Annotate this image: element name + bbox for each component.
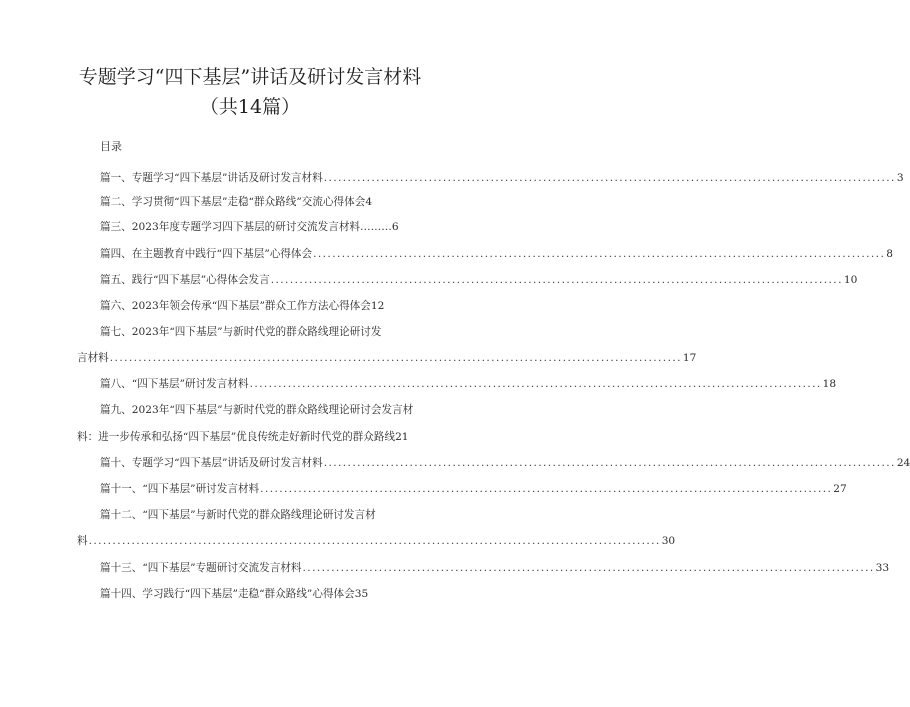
toc-entry (100, 508, 407, 522)
toc-entry-page: 12 (370, 300, 385, 312)
toc-entry (100, 377, 837, 391)
toc-dot-leader: ........................................................................................................................ (249, 378, 822, 390)
toc-heading: 目录 (100, 140, 122, 153)
toc-entry-title: 篇十、专题学习“四下基层”讲话及研讨发言材料 (100, 457, 323, 469)
toc-entry-page: 8 (886, 248, 893, 260)
toc-entry-page: 30 (661, 535, 676, 547)
toc-entry-page: 6 (391, 221, 399, 233)
toc-dot-leader: ........................................................................................................................ (109, 352, 682, 364)
toc-entry (100, 456, 910, 470)
toc-entry-page: 27 (833, 483, 847, 495)
toc-entry (100, 325, 405, 339)
toc-entry-page: 18 (822, 378, 837, 390)
document-subtitle: （共14篇） (199, 96, 301, 118)
toc-entry-page: 24 (896, 457, 910, 469)
toc-entry-title: 篇二、学习贯彻“四下基层”走稳“群众路线”交流心得体会 (100, 196, 366, 208)
toc-entry-title: 料 (77, 535, 88, 547)
toc-entry-title: 篇七、2023年“四下基层”与新时代党的群众路线理论研讨发 (100, 326, 382, 338)
toc-dot-leader: ........................................................................................................................ (260, 483, 833, 495)
toc-entry-title: 篇六、2023年领会传承“四下基层”群众工作方法心得体会 (100, 300, 371, 312)
toc-entry-title: 篇十一、“四下基层”研讨发言材料 (100, 483, 260, 495)
toc-entry-title: 篇十三、“四下基层”专题研讨交流发言材料 (100, 562, 302, 574)
toc-entry-page: 17 (682, 352, 697, 364)
toc-entry (100, 220, 400, 234)
toc-entry-title: 料：进一步传承和弘扬“四下基层”优良传统走好新时代党的群众路线 (77, 431, 396, 443)
toc-entry-title: 篇十四、学习践行“四下基层”走稳“群众路线”心得体会 (100, 588, 355, 600)
toc-entry (100, 273, 858, 287)
toc-entry-page: 3 (896, 172, 904, 184)
toc-dot-leader: ........................................................................................................................ (270, 274, 843, 286)
toc-entry-page: 10 (843, 274, 858, 286)
toc-entry (100, 561, 890, 575)
toc-entry (100, 247, 893, 261)
toc-entry (100, 587, 400, 601)
toc-entry (100, 171, 904, 185)
toc-entry-continuation (77, 351, 697, 365)
toc-entry (100, 403, 430, 417)
toc-dot-leader: ........................................................................................................................ (313, 248, 886, 260)
toc-entry (100, 195, 398, 209)
toc-entry-continuation (77, 430, 407, 444)
toc-entry-title: 篇九、2023年“四下基层”与新时代党的群众路线理论研讨会发言材 (100, 404, 414, 416)
toc-entry-title: 篇十二、“四下基层”与新时代党的群众路线理论研讨发言材 (100, 509, 376, 521)
toc-entry (100, 299, 405, 313)
toc-entry (100, 482, 847, 496)
toc-entry-page: 35 (354, 588, 369, 600)
toc-entry-page: 21 (395, 431, 409, 443)
toc-entry-title: 言材料 (77, 352, 109, 364)
document-title: 专题学习“四下基层”讲话及研讨发言材料 (78, 66, 422, 88)
toc-entry-title: 篇八、“四下基层”研讨发言材料 (100, 378, 249, 390)
toc-entry-title: 篇三、2023年度专题学习四下基层的研讨交流发言材料……… (100, 221, 392, 233)
toc-dot-leader: ........................................................................................................................ (323, 172, 896, 184)
toc-entry-title: 篇五、践行“四下基层”心得体会发言 (100, 274, 270, 286)
toc-dot-leader: ........................................................................................................................ (323, 457, 896, 469)
toc-entry-page: 33 (875, 562, 890, 574)
toc-entry-page: 4 (365, 196, 373, 208)
toc-entry-continuation (77, 534, 676, 548)
toc-entry-title: 篇一、专题学习“四下基层”讲话及研讨发言材料 (100, 172, 323, 184)
toc-dot-leader: ........................................................................................................................ (88, 535, 661, 547)
toc-entry-title: 篇四、在主题教育中践行“四下基层”心得体会 (100, 248, 313, 260)
toc-dot-leader: ........................................................................................................................ (302, 562, 875, 574)
